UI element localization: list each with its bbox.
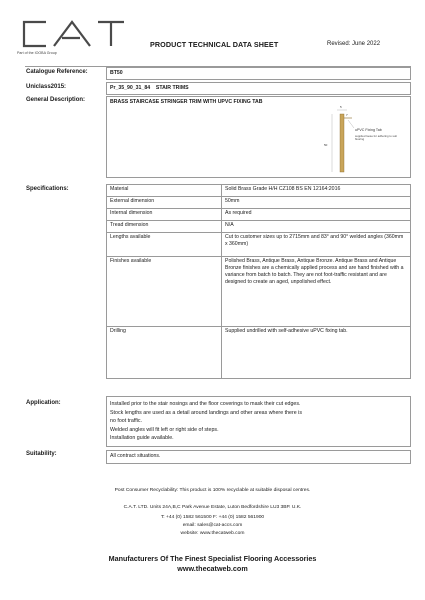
- general-description-value: BRASS STAIRCASE STRINGER TRIM WITH UPVC FIXING TAB: [110, 99, 263, 105]
- spec-value: Solid Brass Grade H/H CZ108 BS EN 12164:2016: [222, 185, 411, 197]
- specifications-table: [106, 184, 411, 379]
- table-row: [107, 233, 411, 257]
- company-phone: T: +44 (0) 1582 561500 F: +44 (0) 1582 561900: [160, 515, 265, 520]
- table-row: [107, 185, 411, 197]
- table-row: [107, 221, 411, 233]
- uniclass-value: Pr_35_90_31_84 STAIR TRIMS: [110, 85, 189, 91]
- company-url[interactable]: www.thecatweb.com: [177, 564, 248, 573]
- callout-label: uPVC Fixing Tab: [355, 128, 382, 132]
- specifications-label: Specifications:: [26, 186, 69, 192]
- dimension-right: 7: [346, 113, 348, 117]
- uniclass-label: Uniclass2015:: [26, 84, 67, 90]
- spec-key: Material: [107, 185, 222, 197]
- callout-note: supplied loose for adhering to suit flooring: [355, 134, 397, 142]
- logo-subtitle: Part of the IOOBA Group: [17, 51, 57, 55]
- company-email: email: sales@cat-accs.com: [182, 523, 243, 528]
- spec-value: N/A: [222, 221, 411, 233]
- spec-value: Supplied undrilled with self-adhesive uPVC fixing tab.: [222, 327, 411, 379]
- application-line: no foot traffic.: [110, 418, 142, 424]
- table-row: [107, 327, 411, 379]
- table-row: [107, 197, 411, 209]
- spec-value: As required: [222, 209, 411, 221]
- spec-key: Tread dimension: [107, 221, 222, 233]
- table-row: [107, 209, 411, 221]
- spec-value: Polished Brass, Antique Brass, Antique Bronze. Antique Brass and Antique Bronze finishes are a chemically applied process and are hand finished with a variance from batch to batch. They are not foot-traffic resistant and are designed to create an aged, unpolished effect.: [222, 257, 411, 327]
- dimension-left: 50: [324, 143, 328, 147]
- application-line: Installation guide available.: [110, 435, 174, 441]
- company-address: C.A.T. LTD. Units 24A,B,C Park Avenue Estate, Luton Bedfordshire LU3 3BP. U.K.: [123, 505, 302, 510]
- spec-value: 50mm: [222, 197, 411, 209]
- suitability-value: All contract situations.: [110, 453, 161, 459]
- spec-key: Internal dimension: [107, 209, 222, 221]
- catalogue-value: BT50: [110, 70, 123, 76]
- dimension-top: 5: [340, 105, 342, 109]
- recyclability-note: Post Consumer Recyclability: This product is 100% recyclable at suitable disposal centres.: [114, 488, 311, 493]
- catalogue-label: Catalogue Reference:: [26, 69, 88, 75]
- document-title: PRODUCT TECHNICAL DATA SHEET: [150, 40, 279, 49]
- suitability-label: Suitability:: [26, 451, 57, 457]
- spec-key: External dimension: [107, 197, 222, 209]
- company-website: website: www.thecatweb.com: [180, 531, 245, 536]
- application-line: Stock lengths are used as a detail around landings and other areas where there is: [110, 409, 302, 416]
- company-logo: [16, 18, 126, 50]
- revision-date: Revised: June 2022: [327, 41, 381, 47]
- application-label: Application:: [26, 400, 61, 406]
- spec-key: Drilling: [107, 327, 222, 379]
- application-line: Installed prior to the stair nosings and the floor coverings to mask their cut edges.: [110, 401, 301, 407]
- spec-key: Finishes available: [107, 257, 222, 327]
- catalogue-box: [106, 67, 411, 80]
- company-tagline: Manufacturers Of The Finest Specialist Flooring Accessories: [108, 554, 317, 563]
- general-description-label: General Description:: [26, 97, 86, 103]
- table-row: [107, 257, 411, 327]
- application-text: [110, 400, 410, 443]
- spec-key: Lengths available: [107, 233, 222, 257]
- brass-trim-shape: [340, 114, 344, 172]
- spec-value: Cut to customer sizes up to 2715mm and 83° and 90° welded angles (360mm x 360mm): [222, 233, 411, 257]
- application-line: Welded angles will fit left or right side of steps.: [110, 426, 219, 433]
